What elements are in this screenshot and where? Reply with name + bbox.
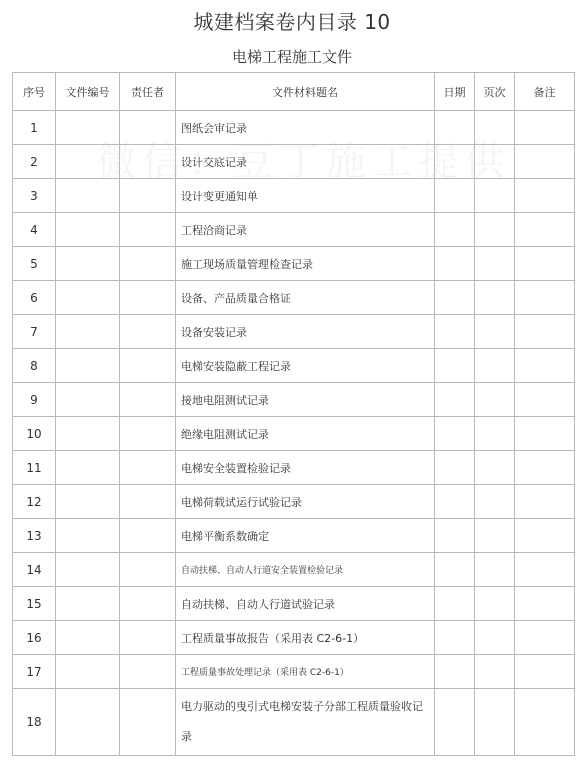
cell-page — [475, 417, 515, 451]
cell-page — [475, 179, 515, 213]
cell-date — [435, 417, 475, 451]
table-header — [13, 73, 575, 111]
cell-remarks — [515, 655, 575, 689]
cell-page — [475, 553, 515, 587]
header-date: 日期 — [435, 73, 475, 111]
cell-document-title: 电力驱动的曳引式电梯安装子分部工程质量验收记录 — [176, 689, 435, 756]
cell-page — [475, 689, 515, 756]
cell-document-title: 工程质量事故处理记录（采用表 C2-6-1） — [176, 655, 435, 689]
cell-remarks — [515, 247, 575, 281]
cell-page — [475, 281, 515, 315]
cell-serial-no: 15 — [13, 587, 56, 621]
header-page: 页次 — [475, 73, 515, 111]
cell-responsible — [120, 689, 176, 756]
cell-serial-no: 2 — [13, 145, 56, 179]
cell-page — [475, 485, 515, 519]
cell-responsible — [120, 179, 176, 213]
cell-page — [475, 655, 515, 689]
cell-serial-no: 3 — [13, 179, 56, 213]
cell-serial-no: 4 — [13, 213, 56, 247]
cell-serial-no: 10 — [13, 417, 56, 451]
cell-date — [435, 213, 475, 247]
cell-date — [435, 281, 475, 315]
cell-remarks — [515, 145, 575, 179]
table-row — [13, 213, 575, 247]
cell-page — [475, 349, 515, 383]
cell-date — [435, 485, 475, 519]
cell-date — [435, 145, 475, 179]
cell-responsible — [120, 145, 176, 179]
cell-document-title: 设备、产品质量合格证 — [176, 281, 435, 315]
cell-serial-no: 12 — [13, 485, 56, 519]
cell-responsible — [120, 213, 176, 247]
cell-page — [475, 247, 515, 281]
cell-file-no — [56, 485, 120, 519]
cell-serial-no: 9 — [13, 383, 56, 417]
cell-responsible — [120, 417, 176, 451]
cell-serial-no: 16 — [13, 621, 56, 655]
cell-file-no — [56, 349, 120, 383]
cell-page — [475, 621, 515, 655]
cell-page — [475, 519, 515, 553]
cell-document-title: 工程质量事故报告（采用表 C2-6-1） — [176, 621, 435, 655]
cell-serial-no: 8 — [13, 349, 56, 383]
cell-date — [435, 111, 475, 145]
table-row — [13, 145, 575, 179]
cell-remarks — [515, 621, 575, 655]
cell-document-title: 图纸会审记录 — [176, 111, 435, 145]
cell-file-no — [56, 553, 120, 587]
cell-file-no — [56, 145, 120, 179]
cell-date — [435, 179, 475, 213]
table-row — [13, 315, 575, 349]
cell-responsible — [120, 655, 176, 689]
table-row — [13, 349, 575, 383]
cell-page — [475, 213, 515, 247]
cell-file-no — [56, 213, 120, 247]
cell-responsible — [120, 281, 176, 315]
cell-serial-no: 7 — [13, 315, 56, 349]
cell-date — [435, 519, 475, 553]
cell-document-title: 设计变更通知单 — [176, 179, 435, 213]
cell-file-no — [56, 451, 120, 485]
cell-serial-no: 14 — [13, 553, 56, 587]
cell-document-title: 设计交底记录 — [176, 145, 435, 179]
table-row — [13, 621, 575, 655]
cell-page — [475, 111, 515, 145]
cell-date — [435, 587, 475, 621]
cell-remarks — [515, 179, 575, 213]
cell-file-no — [56, 655, 120, 689]
page-title: 城建档案卷内目录 10 — [193, 10, 391, 34]
cell-document-title: 电梯安装隐蔽工程记录 — [176, 349, 435, 383]
table-row — [13, 689, 575, 756]
cell-responsible — [120, 621, 176, 655]
cell-file-no — [56, 179, 120, 213]
cell-responsible — [120, 485, 176, 519]
cell-date — [435, 451, 475, 485]
cell-document-title: 接地电阻测试记录 — [176, 383, 435, 417]
cell-file-no — [56, 111, 120, 145]
cell-remarks — [515, 451, 575, 485]
cell-remarks — [515, 587, 575, 621]
cell-responsible — [120, 451, 176, 485]
cell-date — [435, 621, 475, 655]
header-remarks: 备注 — [515, 73, 575, 111]
cell-document-title: 电梯荷载试运行试验记录 — [176, 485, 435, 519]
header-serial-no: 序号 — [13, 73, 56, 111]
cell-remarks — [515, 383, 575, 417]
cell-page — [475, 145, 515, 179]
cell-remarks — [515, 519, 575, 553]
cell-serial-no: 13 — [13, 519, 56, 553]
cell-serial-no: 6 — [13, 281, 56, 315]
cell-responsible — [120, 587, 176, 621]
cell-file-no — [56, 417, 120, 451]
table-row — [13, 655, 575, 689]
cell-responsible — [120, 519, 176, 553]
cell-document-title: 自动扶梯、自动人行道安全装置检验记录 — [176, 553, 435, 587]
cell-document-title: 自动扶梯、自动人行道试验记录 — [176, 587, 435, 621]
table-row — [13, 247, 575, 281]
catalog-table — [12, 72, 575, 756]
cell-responsible — [120, 553, 176, 587]
cell-file-no — [56, 519, 120, 553]
table-row — [13, 553, 575, 587]
cell-serial-no: 18 — [13, 689, 56, 756]
cell-remarks — [515, 553, 575, 587]
cell-file-no — [56, 315, 120, 349]
cell-file-no — [56, 621, 120, 655]
cell-document-title: 施工现场质量管理检查记录 — [176, 247, 435, 281]
cell-serial-no: 1 — [13, 111, 56, 145]
table-row — [13, 281, 575, 315]
header-file-no: 文件编号 — [56, 73, 120, 111]
cell-date — [435, 315, 475, 349]
cell-date — [435, 383, 475, 417]
cell-remarks — [515, 485, 575, 519]
cell-remarks — [515, 417, 575, 451]
cell-date — [435, 349, 475, 383]
cell-date — [435, 553, 475, 587]
cell-remarks — [515, 349, 575, 383]
cell-remarks — [515, 689, 575, 756]
cell-document-title: 电梯平衡系数确定 — [176, 519, 435, 553]
cell-serial-no: 5 — [13, 247, 56, 281]
cell-file-no — [56, 383, 120, 417]
cell-document-title: 电梯安全装置检验记录 — [176, 451, 435, 485]
cell-file-no — [56, 247, 120, 281]
table-row — [13, 417, 575, 451]
page-subtitle: 电梯工程施工文件 — [231, 48, 352, 66]
cell-serial-no: 17 — [13, 655, 56, 689]
cell-remarks — [515, 213, 575, 247]
table-body — [13, 111, 575, 756]
cell-date — [435, 655, 475, 689]
table-row — [13, 519, 575, 553]
cell-remarks — [515, 315, 575, 349]
cell-document-title: 绝缘电阻测试记录 — [176, 417, 435, 451]
table-row — [13, 383, 575, 417]
cell-responsible — [120, 247, 176, 281]
cell-remarks — [515, 111, 575, 145]
cell-responsible — [120, 111, 176, 145]
cell-date — [435, 689, 475, 756]
cell-document-title: 设备安装记录 — [176, 315, 435, 349]
cell-file-no — [56, 587, 120, 621]
header-row — [13, 73, 575, 111]
table-row — [13, 111, 575, 145]
cell-file-no — [56, 281, 120, 315]
cell-responsible — [120, 383, 176, 417]
header-document-title: 文件材料题名 — [176, 73, 435, 111]
table-row — [13, 485, 575, 519]
header-responsible: 责任者 — [120, 73, 176, 111]
cell-responsible — [120, 315, 176, 349]
cell-page — [475, 383, 515, 417]
table-row — [13, 587, 575, 621]
cell-page — [475, 315, 515, 349]
table-row — [13, 451, 575, 485]
cell-page — [475, 587, 515, 621]
table-row — [13, 179, 575, 213]
cell-file-no — [56, 689, 120, 756]
cell-document-title: 工程洽商记录 — [176, 213, 435, 247]
cell-responsible — [120, 349, 176, 383]
cell-serial-no: 11 — [13, 451, 56, 485]
cell-date — [435, 247, 475, 281]
cell-page — [475, 451, 515, 485]
cell-remarks — [515, 281, 575, 315]
